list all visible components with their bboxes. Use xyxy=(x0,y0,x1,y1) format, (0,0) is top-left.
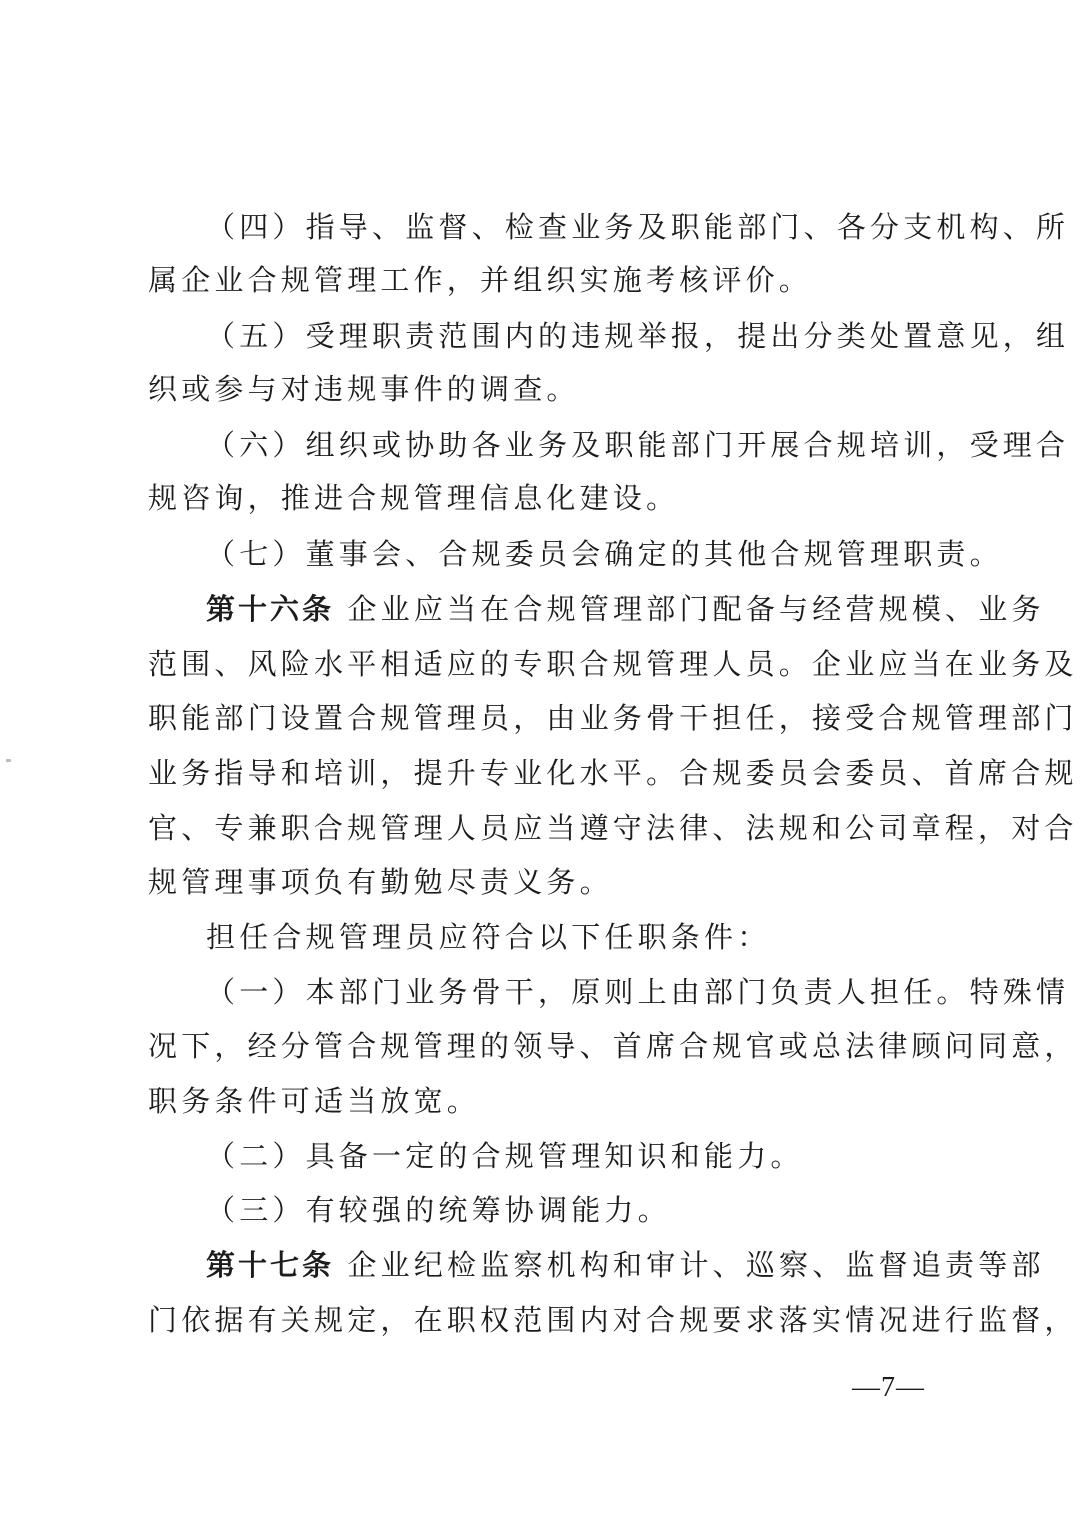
text-line: 属企业合规管理工作，并组织实施考核评价。 xyxy=(148,263,813,297)
text-line: （五）受理职责范围内的违规举报，提出分类处置意见，组 xyxy=(206,319,1070,353)
text-line: 官、专兼职合规管理人员应当遵守法律、法规和公司章程，对合 xyxy=(148,811,1078,845)
text-line: 况下，经分管合规管理的领导、首席合规官或总法律顾问同意， xyxy=(148,1029,1078,1063)
text-line: 职能部门设置合规管理员，由业务骨干担任，接受合规管理部门 xyxy=(148,701,1078,735)
text-line: （三）有较强的统筹协调能力。 xyxy=(206,1193,671,1227)
text-line: （七）董事会、合规委员会确定的其他合规管理职责。 xyxy=(206,537,1003,571)
text-line: （二）具备一定的合规管理知识和能力。 xyxy=(206,1139,804,1173)
text-line: 职务条件可适当放宽。 xyxy=(148,1084,481,1118)
article-17-first-line xyxy=(206,1243,1045,1287)
article-16-text: 企业应当在合规管理部门配备与经营规模、业务 xyxy=(347,592,1045,626)
page-number: —7— xyxy=(852,1372,925,1403)
text-line: （四）指导、监督、检查业务及职能部门、各分支机构、所 xyxy=(206,210,1070,244)
article-17-text: 企业纪检监察机构和审计、巡察、监督追责等部 xyxy=(347,1248,1045,1282)
text-line: 规管理事项负有勤勉尽责义务。 xyxy=(148,865,613,899)
text-line: 门依据有关规定，在职权范围内对合规要求落实情况进行监督， xyxy=(148,1303,1078,1337)
scan-speck xyxy=(6,759,11,762)
article-17-label: 第十七条 xyxy=(206,1248,335,1282)
text-line: 规咨询，推进合规管理信息化建设。 xyxy=(148,481,680,515)
text-line: 业务指导和培训，提升专业化水平。合规委员会委员、首席合规 xyxy=(148,756,1078,790)
text-line: 担任合规管理员应符合以下任职条件： xyxy=(206,920,771,954)
article-16-label: 第十六条 xyxy=(206,592,335,626)
text-line: 范围、风险水平相适应的专职合规管理人员。企业应当在业务及 xyxy=(148,647,1078,681)
text-line: （一）本部门业务骨干，原则上由部门负责人担任。特殊情 xyxy=(206,975,1070,1009)
text-line: 织或参与对违规事件的调查。 xyxy=(148,372,580,406)
article-16-first-line xyxy=(206,587,1045,631)
text-line: （六）组织或协助各业务及职能部门开展合规培训，受理合 xyxy=(206,428,1070,462)
